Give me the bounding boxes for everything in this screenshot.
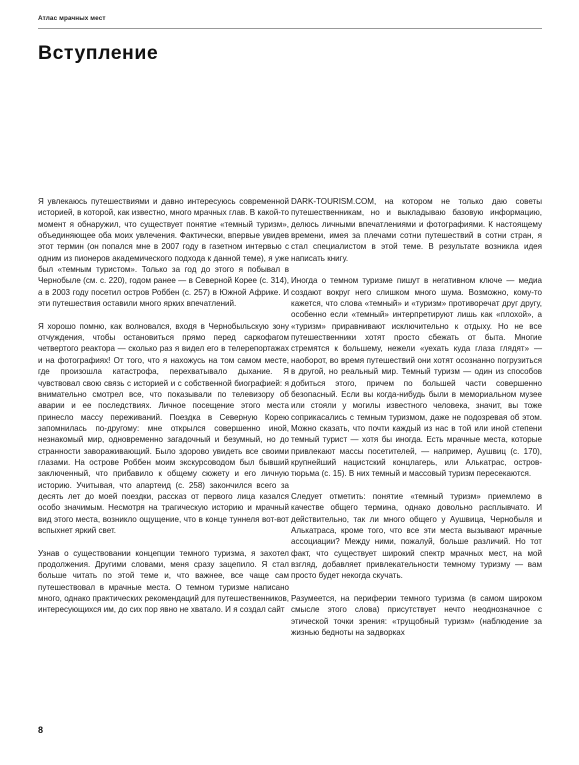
paragraph: Следует отметить: понятие «темный туризм» приемлемо в качестве общего термина, однако довольно расплывчато. И действительно, так ли много общего у Аушвица, Чернобыля и Алькатраса, кроме того, что все эти места вызывают мрачные ассоциации? Между ними, пожалуй, больше различий. Но тот факт, что существует широкий спектр мрачных мест, на мой взгляд, добавляет привлекательности темному туризму — вам просто будет некогда скучать. [291, 491, 542, 581]
title-rule [38, 28, 542, 29]
chapter-title: Вступление [38, 42, 159, 64]
paragraph: Иногда о темном туризме пишут в негативном ключе — медиа создают вокруг него слишком много шума. Возможно, кому-то кажется, что слова «темный» и «туризм» противоречат друг другу, особенно если «темный» интерпретируют лишь как «плохой», а «туризм» приравнивают исключительно к отдыху. Но не все путешественники хотят просто сбежать от быта. Многие стремятся к большему, нежели «уехать куда глаза глядят» — наоборот, во время путешествий они хотят осознанно погрузиться в другой, но реальный мир. Темный туризм — один из способов добиться этого, причем по большей части совершенно безопасный. Если вы когда-нибудь были в мемориальном музее или стояли у могилы известного человека, значит, вы тоже соприкасались с темным туризмом, даже не подозревая об этом. Можно сказать, что почти каждый из нас в той или иной степени темный турист — хотя бы иногда. Есть мрачные места, которые привлекают массы посетителей, — например, Аушвиц (с. 170), крупнейший нацистский концлагерь, или Алькатрас, остров-тюрьма (с. 15). В них темный и массовый туризм пересекаются. [291, 276, 542, 479]
body-column-left [38, 196, 289, 616]
paragraph: Разумеется, на периферии темного туризма (в самом широком смысле этого слова) присутствует нечто неоднозначное с этической точки зрения: «трущобный туризм» (наблюдение за жизнью бедноты на задворках [291, 594, 542, 638]
paragraph: Я хорошо помню, как волновался, входя в Чернобыльскую зону отчуждения, чтобы остановиться прямо перед саркофагом четвертого реактора — сколько раз я видел его в телерепортажах и на фотографиях! От того, что я нахожусь на том самом месте, где произошла катастрофа, перехватывало дыхание. Я чувствовал свою связь с историей и с собственной биографией: я внимательно смотрел все, что показывали по телевизору об аварии и ее последствиях. Личное посещение этого места принесло массу переживаний. Поездка в Северную Корею запомнилась по-другому: мне открылся совершенно иной, незнакомый мир, одновременно загадочный и безумный, но до странности завораживающий. Было здорово увидеть все своими глазами. На острове Роббен моим экскурсоводом был бывший заключенный, что прибавило к общему сюжету и его личную историю. Учитывая, что апартеид (с. 258) закончился всего за десять лет до моей поездки, рассказ от первого лица казался особо значимым. Несмотря на трагическую историю и мрачный вид этого места, возникло ощущение, что в конце туннеля вот-вот вспыхнет яркий свет. [38, 321, 289, 535]
running-head: Атлас мрачных мест [38, 15, 106, 22]
paragraph: Узнав о существовании концепции темного туризма, я захотел продолжения. Другими словами, меня сразу зацепило. Я стал больше читать по этой теме и, что важнее, все чаще сам путешествовал в мрачные места. О темном туризме написано много, однако практических рекомендаций для путешественников, интересующихся им, до сих пор явно не хватало. И я создал сайт [38, 548, 289, 615]
paragraph: DARK-TOURISM.COM, на котором не только даю советы путешественникам, но и выкладываю базовую информацию, делюсь личными впечатлениями и фотографиями. К настоящему времени, имея за плечами сотни путешествий в сотни стран, я стал специалистом в этой теме. В результате возникла идея написать книгу. [291, 197, 542, 263]
page-number: 8 [38, 725, 44, 735]
body-column-right [291, 196, 542, 638]
paragraph: Я увлекаюсь путешествиями и давно интересуюсь современной историей, в которой, как известно, много мрачных глав. В какой-то момент я обнаружил, что существует понятие «темный туризм», объединяющее оба моих увлечения. Фактически, впервые увидев этот термин (он попался мне в 2007 году в газетном интервью с одним из пионеров академического подхода к данной теме), я уже был «темным туристом». Только за год до этого я побывал в Чернобыле (см. с. 220), годом ранее — в Северной Корее (с. 314), а в 2003 году посетил остров Роббен (с. 257) в Южной Африке. И эти путешествия оставили много ярких впечатлений. [38, 197, 289, 309]
